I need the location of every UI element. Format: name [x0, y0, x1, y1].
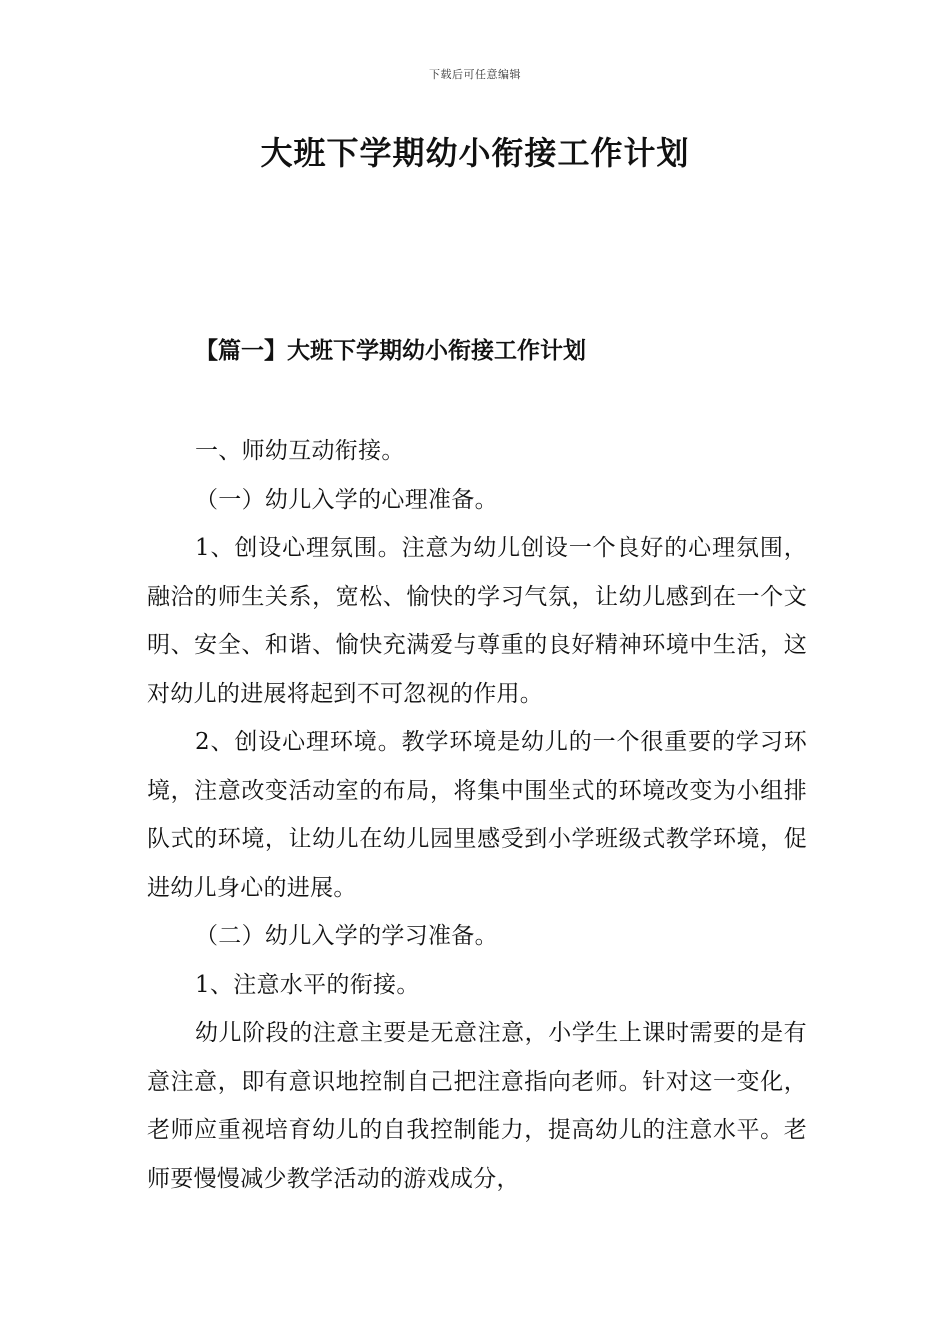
body-text: [147, 427, 807, 1203]
document-title: 大班下学期幼小衔接工作计划: [260, 134, 690, 172]
paragraph: 幼儿阶段的注意主要是无意注意，小学生上课时需要的是有意注意，即有意识地控制自己把注意指向老师。针对这一变化，老师应重视培育幼儿的自我控制能力，提高幼儿的注意水平。老师要慢慢减少教学活动的游戏成分，: [147, 1020, 807, 1192]
header-note: 下载后可任意编辑: [429, 68, 521, 81]
heading-level-2: （一）幼儿入学的心理准备。: [195, 486, 498, 513]
section-title: 【篇一】大班下学期幼小衔接工作计划: [195, 337, 586, 364]
heading-level-1: 一、师幼互动衔接。: [195, 438, 405, 464]
paragraph: 2、创设心理环境。教学环境是幼儿的一个很重要的学习环境，注意改变活动室的布局，将集中围坐式的环境改变为小组排队式的环境，让幼儿在幼儿园里感受到小学班级式教学环境，促进幼儿身心的进展。: [147, 729, 807, 901]
heading-level-2: （二）幼儿入学的学习准备。: [195, 923, 498, 949]
paragraph: 1、创设心理氛围。注意为幼儿创设一个良好的心理氛围，融洽的师生关系，宽松、愉快的学习气氛，让幼儿感到在一个文明、安全、和谐、愉快充满爱与尊重的良好精神环境中生活，这对幼儿的进展将起到不可忽视的作用。: [147, 535, 807, 707]
heading-level-3: 1、注意水平的衔接。: [195, 971, 420, 998]
